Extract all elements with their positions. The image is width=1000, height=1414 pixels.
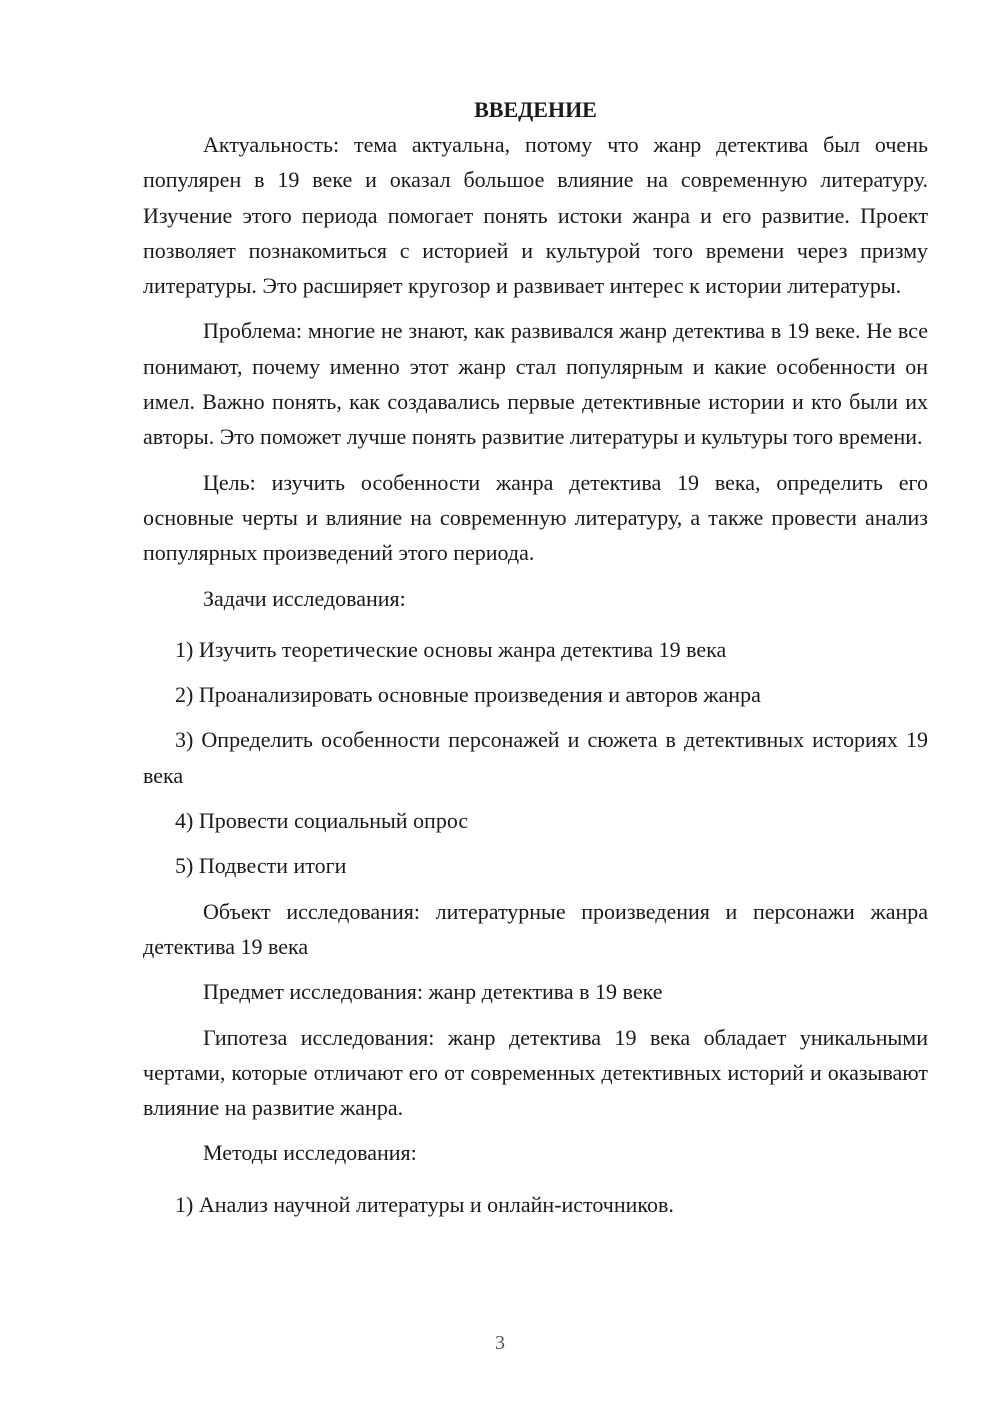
hypothesis-paragraph: Гипотеза исследования: жанр детектива 19 века обладает уникальными чертами, которые отличают его от современных детективных историй и оказывают влияние на развитие жанра. [143, 1024, 928, 1121]
object-paragraph: Объект исследования: литературные произведения и персонажи жанра детектива 19 века [143, 898, 928, 959]
task-item: 1) Изучить теоретические основы жанра детектива 19 века [175, 636, 727, 662]
tasks-title: Задачи исследования: [203, 585, 406, 611]
section-heading: ВВЕДЕНИЕ [474, 97, 597, 122]
relevance-paragraph: Актуальность: тема актуальна, потому что жанр детектива был очень популярен в 19 веке и оказал большое влияние на современную литературу. Изучение этого периода помогает понять истоки жанра и его развитие. Проект позволяет познакомиться с историей и культурой того времени через призму литературы. Это расширяет кругозор и развивает интерес к истории литературы. [143, 132, 928, 299]
page-number: 3 [495, 1332, 505, 1354]
task-item: 5) Подвести итоги [175, 853, 347, 879]
document-page [143, 92, 928, 1222]
goal-paragraph: Цель: изучить особенности жанра детектива 19 века, определить его основные черты и влияние на современную литературу, а также провести анализ популярных произведений этого периода. [143, 469, 928, 566]
task-item: 2) Проанализировать основные произведения и авторов жанра [175, 682, 761, 708]
problem-paragraph: Проблема: многие не знают, как развивался жанр детектива в 19 веке. Не все понимают, почему именно этот жанр стал популярным и какие особенности он имел. Важно понять, как создавались первые детективные истории и кто были их авторы. Это поможет лучше понять развитие литературы и культуры того времени. [143, 318, 928, 450]
task-item: 4) Провести социальный опрос [175, 808, 469, 834]
method-item: 1) Анализ научной литературы и онлайн-источников. [175, 1191, 674, 1217]
task-item: 3) Определить особенности персонажей и сюжета в детективных историях 19 века [143, 727, 928, 788]
subject-paragraph: Предмет исследования: жанр детектива в 19 веке [203, 979, 663, 1005]
methods-title: Методы исследования: [203, 1140, 417, 1166]
